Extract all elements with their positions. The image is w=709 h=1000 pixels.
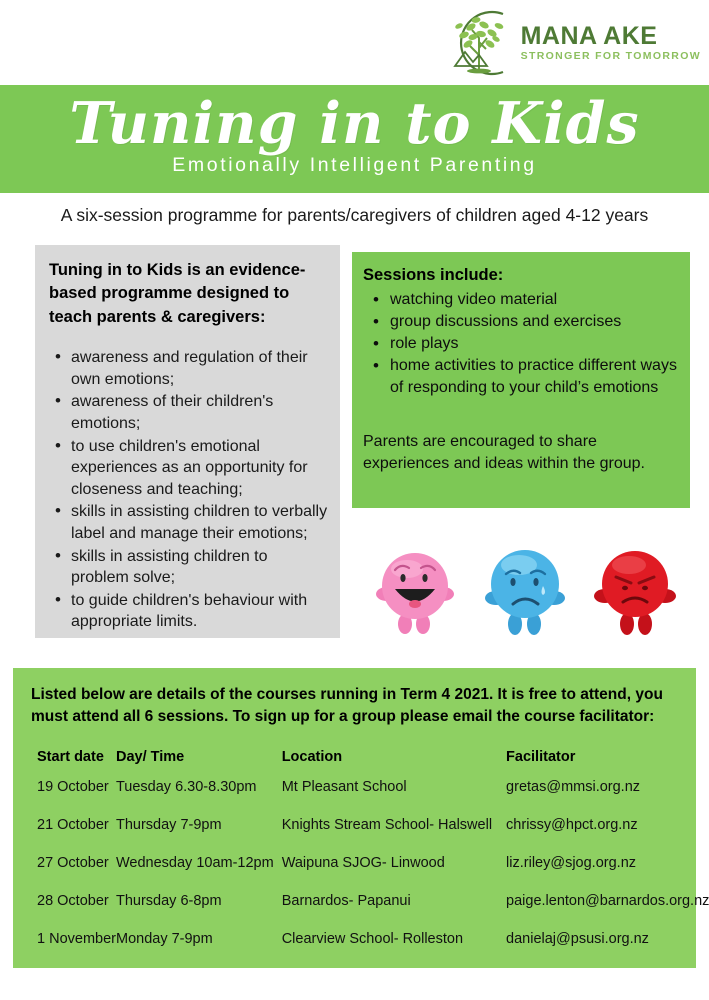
title-band [0,85,709,193]
cell-day-time: Monday 7-9pm [115,930,213,947]
cell-day-time: Wednesday 10am-12pm [115,854,274,871]
logo-text [521,23,701,64]
logo-header [0,0,709,85]
emotion-blobs-illustration [360,528,690,636]
cell-day-time: Thursday 6-8pm [115,892,222,909]
sessions-heading: Sessions include: [363,266,504,284]
cell-facilitator-email[interactable]: gretas@mmsi.org.nz [506,778,641,795]
column-header-start-date: Start date [37,748,104,765]
mana-ake-logo [443,8,701,78]
cell-facilitator-email[interactable]: paige.lenton@barnardos.org.nz [506,892,709,909]
courses-panel [13,668,709,968]
table-row [27,817,709,855]
list-item: • to use children's emotional experiences as an opportunity for closeness and teaching; [49,436,328,501]
list-item: • to guide children's behaviour with appropriate limits. [49,590,328,633]
table-row [27,855,709,893]
cell-start-date: 28 October [37,892,109,909]
cell-location: Mt Pleasant School [281,778,407,795]
cell-start-date: 1 November [37,930,116,947]
list-item: • skills in assisting children to verbally label and manage their emotions; [49,501,328,544]
sad-blue-blob-icon [477,536,573,636]
table-row [27,893,709,931]
list-item: • skills in assisting children to problem solve; [49,546,328,589]
cell-start-date: 27 October [37,854,109,871]
happy-pink-blob-icon [367,536,463,636]
sessions-bullet-list [363,289,678,399]
list-item: • awareness of their children's emotions; [49,391,328,434]
about-bullet-list [49,347,328,633]
cell-location: Barnardos- Papanui [281,892,411,909]
courses-intro-text: Listed below are details of the courses running in Term 4 2021. It is free to attend, you must attend all 6 sessions. To sign up for a group please email the course facilitator: [31,686,663,726]
cell-day-time: Tuesday 6.30-8.30pm [115,778,257,795]
table-row [27,931,709,969]
cell-facilitator-email[interactable]: chrissy@hpct.org.nz [506,816,638,833]
cell-location: Waipuna SJOG- Linwood [281,854,445,871]
sessions-include-box [352,252,690,508]
courses-table [27,749,709,969]
column-header-location: Location [281,748,343,765]
list-item: • home activities to practice different ways of responding to your child’s emotions [363,355,678,399]
list-item: • group discussions and exercises [363,311,678,333]
cell-start-date: 19 October [37,778,109,795]
table-row [27,779,709,817]
cell-facilitator-email[interactable]: danielaj@psusi.org.nz [506,930,649,947]
cell-start-date: 21 October [37,816,109,833]
sessions-note: Parents are encouraged to share experiences and ideas within the group. [363,432,645,472]
column-header-facilitator: Facilitator [506,748,576,765]
programme-summary: A six-session programme for parents/caregivers of children aged 4-12 years [60,205,649,225]
angry-red-blob-icon [587,536,683,636]
list-item: • role plays [363,333,678,355]
about-programme-box [35,245,340,638]
tree-in-circle-logo-icon [443,8,517,78]
about-heading: Tuning in to Kids is an evidence-based programme designed to teach parents & caregivers: [49,261,306,326]
page-subtitle: Emotionally Intelligent Parenting [172,154,537,177]
cell-facilitator-email[interactable]: liz.riley@sjog.org.nz [506,854,637,871]
logo-name: MANA AKE [520,21,658,50]
list-item: • awareness and regulation of their own emotions; [49,347,328,390]
column-header-day-time: Day/ Time [115,748,185,765]
cell-location: Clearview School- Rolleston [281,930,464,947]
page-title: Tuning in to Kids [69,90,640,157]
table-header-row [27,749,709,779]
cell-day-time: Thursday 7-9pm [115,816,222,833]
list-item: • watching video material [363,289,678,311]
cell-location: Knights Stream School- Halswell [281,816,493,833]
logo-tagline: STRONGER FOR TOMORROW [520,49,701,62]
